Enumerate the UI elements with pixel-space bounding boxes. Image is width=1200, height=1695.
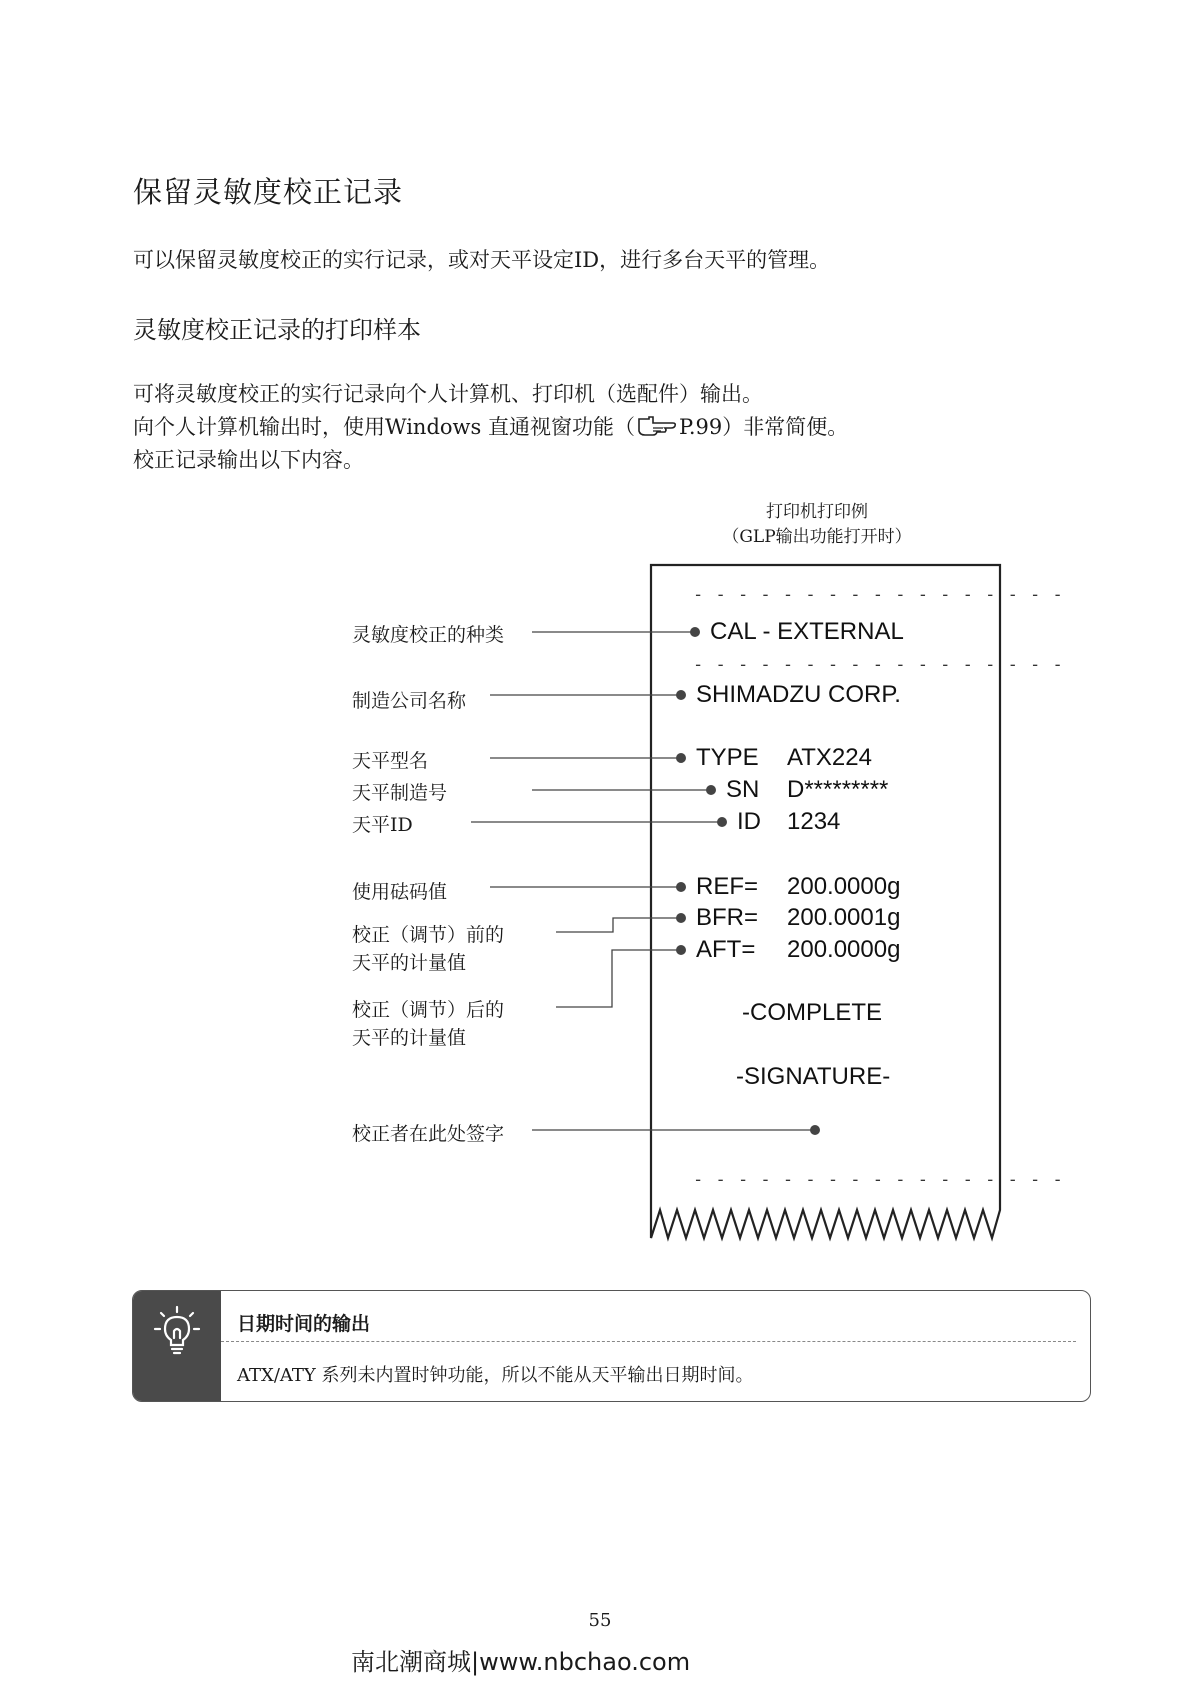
printout-cal-type: CAL - EXTERNAL (710, 618, 904, 645)
dot-aft (676, 945, 686, 955)
printout-signature: -SIGNATURE- (736, 1063, 891, 1090)
intro-text: 可以保留灵敏度校正的实行记录，或对天平设定ID，进行多台天平的管理。 (133, 248, 831, 272)
printout-caption: 打印机打印例 (766, 502, 868, 522)
label-bfr-line-1: 校正（调节）前的 (352, 924, 505, 946)
printout-aft-key: AFT= (696, 936, 756, 963)
dot-type (676, 753, 686, 763)
tip-title: 日期时间的输出 (237, 1313, 371, 1335)
dot-maker (676, 690, 686, 700)
printout-id-key: ID (737, 808, 761, 835)
label-maker: 制造公司名称 (352, 690, 467, 712)
printout-bfr-key: BFR= (696, 904, 759, 931)
printout-ref-key: REF= (696, 873, 759, 900)
label-id: 天平ID (352, 814, 413, 836)
page-title: 保留灵敏度校正记录 (133, 175, 404, 209)
printout-company: SHIMADZU CORP. (696, 681, 901, 708)
paragraph-line-1: 可将灵敏度校正的实行记录向个人计算机、打印机（选配件）输出。 (133, 382, 763, 406)
printout-bfr-value: 200.0001g (787, 904, 901, 931)
label-aft-line-2: 天平的计量值 (352, 1027, 467, 1049)
dot-sn (706, 785, 716, 795)
printout-sn-key: SN (726, 776, 760, 803)
label-type: 天平型名 (352, 750, 429, 772)
lightbulb-icon (151, 1305, 203, 1363)
tip-content (221, 1291, 1090, 1401)
printout-complete: -COMPLETE (742, 999, 883, 1026)
tip-box (132, 1290, 1091, 1402)
paragraph-line-2-start: 向个人计算机输出时，使用Windows 直通视窗功能（ (133, 415, 635, 439)
printout-dashes-mid: - - - - - - - - - - - - - - - - - (693, 655, 1064, 675)
section-heading: 灵敏度校正记录的打印样本 (133, 316, 421, 344)
printout-dashes-top: - - - - - - - - - - - - - - - - - (693, 585, 1064, 605)
leader-aft (556, 950, 681, 1007)
printout-caption-sub: （GLP输出功能打开时） (722, 527, 912, 547)
label-cal-type: 灵敏度校正的种类 (352, 624, 505, 646)
printout-sn-value: D********* (787, 776, 889, 803)
leader-bfr (556, 918, 681, 932)
tip-divider (221, 1341, 1076, 1342)
dot-ref (676, 882, 686, 892)
dot-cal-type (690, 627, 700, 637)
dot-bfr (676, 913, 686, 923)
label-aft-line-1: 校正（调节）后的 (352, 999, 505, 1021)
paragraph-line-3: 校正记录输出以下内容。 (133, 448, 364, 472)
printout-ref-value: 200.0000g (787, 873, 901, 900)
page-number: 55 (588, 1610, 612, 1631)
footer-watermark: 南北潮商城|www.nbchao.com (351, 1648, 691, 1676)
tip-sidebar (133, 1291, 221, 1401)
printout-type-key: TYPE (696, 744, 759, 771)
label-sn: 天平制造号 (352, 782, 448, 804)
label-ref: 使用砝码值 (352, 881, 448, 903)
printout-aft-value: 200.0000g (787, 936, 901, 963)
paragraph-line-2-end: P.99）非常简便。 (678, 415, 849, 439)
dot-id (717, 817, 727, 827)
label-sign: 校正者在此处签字 (352, 1123, 505, 1145)
label-bfr-line-2: 天平的计量值 (352, 952, 467, 974)
tip-body: ATX/ATY 系列未内置时钟功能，所以不能从天平输出日期时间。 (237, 1365, 754, 1386)
printout-id-value: 1234 (787, 808, 841, 835)
printout-dashes-bottom: - - - - - - - - - - - - - - - - - (693, 1170, 1064, 1190)
printout-type-value: ATX224 (787, 744, 872, 771)
dot-sign (810, 1125, 820, 1135)
